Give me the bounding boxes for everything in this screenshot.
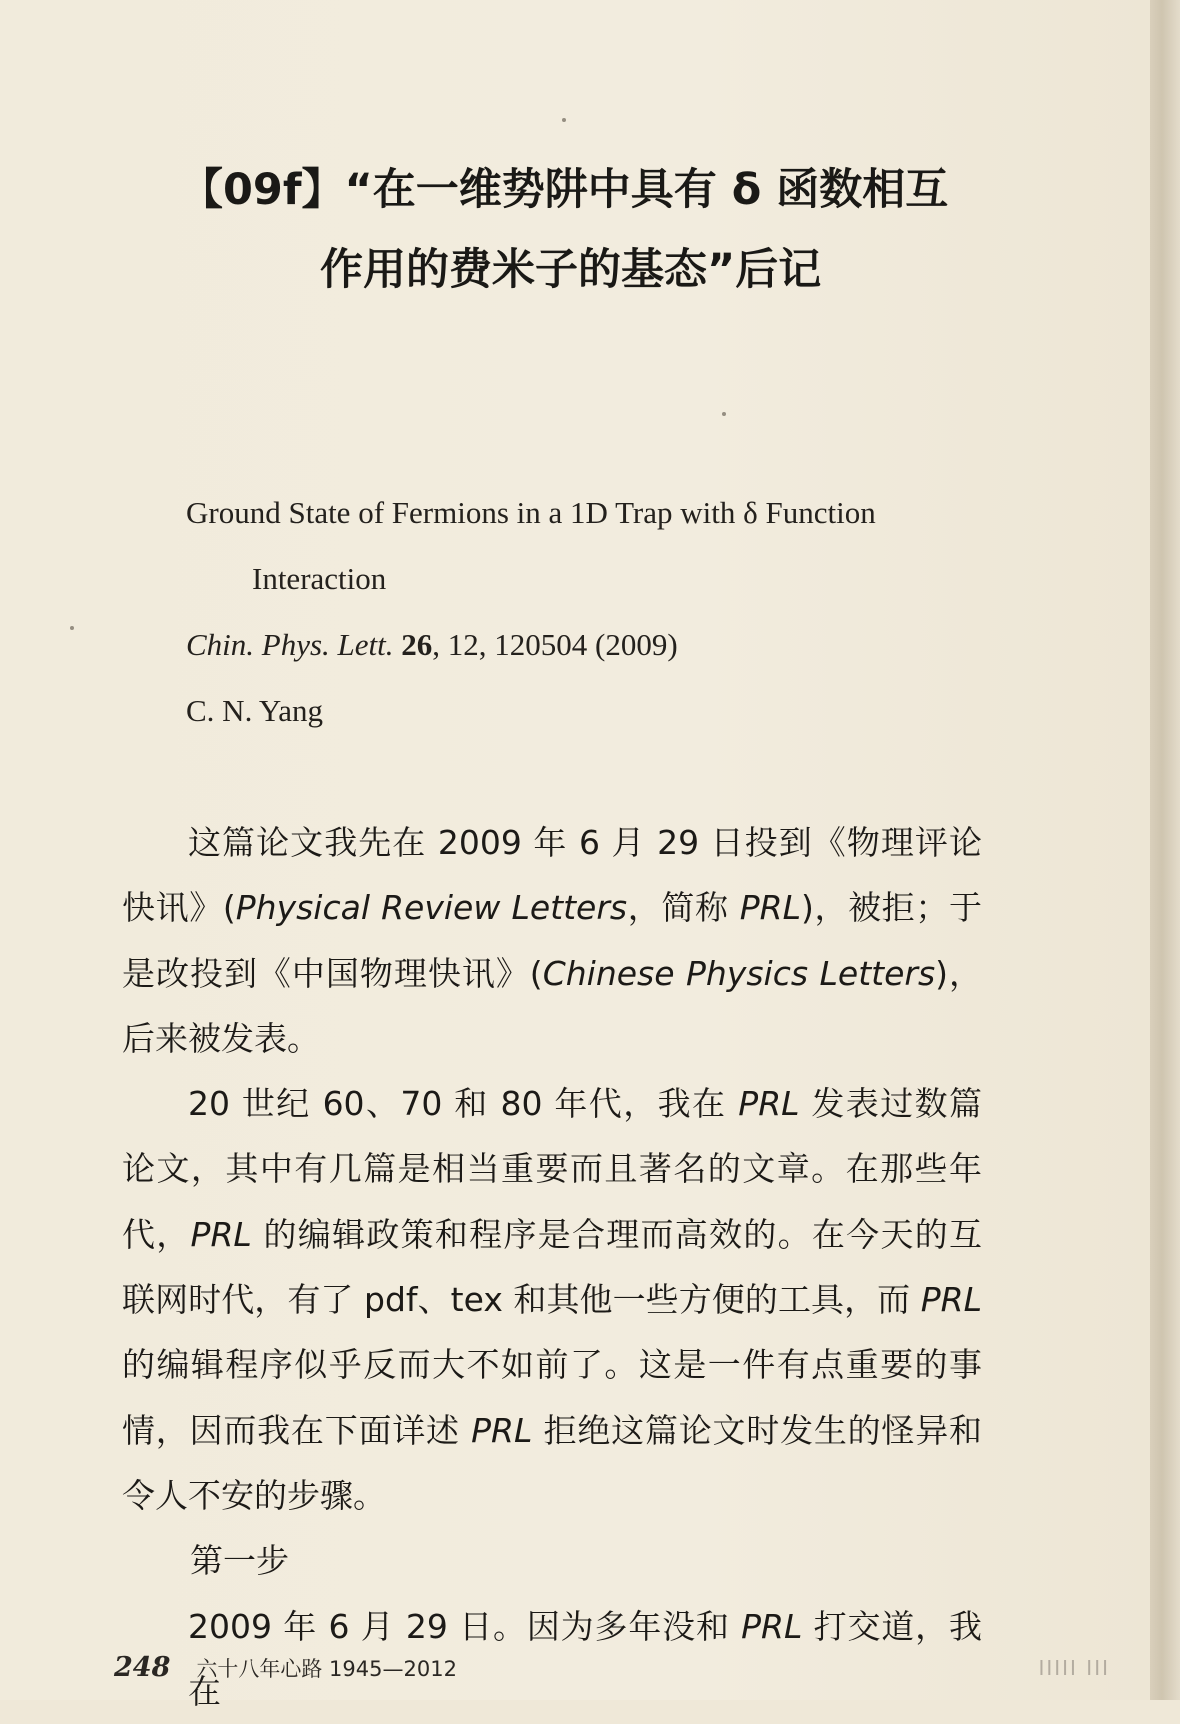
paragraph-3-part-a: 2009 年 6 月 29 日。因为多年没和	[188, 1606, 742, 1646]
paragraph-1-part-c: )，被拒；于是改投到《中国物理快讯》(	[122, 888, 983, 993]
paper-speck	[70, 626, 74, 630]
prl-abbrev: PRL	[471, 1410, 533, 1450]
paper-reference	[186, 488, 1006, 752]
reference-journal: Chin. Phys. Lett.	[186, 627, 394, 662]
reference-title-line-2: Interaction	[252, 561, 387, 596]
reference-citation	[186, 620, 1006, 686]
prl-abbrev: PRL	[738, 1084, 800, 1124]
paper-speck	[562, 118, 566, 122]
prl-abbrev: PRL	[190, 1214, 252, 1254]
chapter-title	[180, 150, 980, 310]
paragraph-1-part-d: )，后来被发表。	[122, 953, 983, 1058]
chapter-title-line-1: 【09f】“在一维势阱中具有 δ 函数相互	[180, 165, 949, 215]
paragraph-2	[122, 1071, 982, 1528]
paragraph-3-part-b: 打交道，我在	[188, 1606, 982, 1711]
page-footer	[114, 1652, 457, 1683]
prl-full-name: Physical Review Letters	[235, 888, 628, 928]
paragraph-1	[122, 810, 982, 1071]
watermark: IIIII III	[1038, 1656, 1110, 1680]
paragraph-2-part-c: 的编辑政策和程序是合理而高效的。在今天的互联网时代，有了 pdf、tex 和其他一些方便的工具，而	[122, 1214, 982, 1320]
step-heading: 第一步	[190, 1541, 289, 1581]
paragraph-2-part-b: 发表过数篇论文，其中有几篇是相当重要而且著名的文章。在那些年代，	[122, 1084, 982, 1254]
paper-speck	[722, 412, 726, 416]
page-number: 248	[114, 1652, 171, 1683]
paragraph-2-part-e: 拒绝这篇论文时发生的怪异和令人不安的步骤。	[122, 1410, 982, 1515]
cpl-full-name: Chinese Physics Letters	[542, 953, 936, 993]
paragraph-1-part-b: ，简称	[627, 888, 740, 928]
prl-abbrev: PRL	[739, 888, 801, 928]
paragraph-2-part-d: 的编辑程序似乎反而大不如前了。这是一件有点重要的事情，因而我在下面详述	[122, 1345, 982, 1450]
reference-issue-pages-year: , 12, 120504 (2009)	[432, 627, 678, 662]
paragraph-1-part-a: 这篇论文我先在 2009 年 6 月 29 日投到《物理评论快讯》(	[122, 823, 982, 928]
book-title: 六十八年心路 1945—2012	[196, 1657, 457, 1681]
reference-title-line-1: Ground State of Fermions in a 1D Trap with δ Function	[186, 495, 876, 530]
body-text	[122, 810, 982, 1724]
paragraph-2-part-a: 20 世纪 60、70 和 80 年代，我在	[188, 1084, 739, 1124]
prl-abbrev: PRL	[741, 1606, 803, 1646]
book-gutter	[1150, 0, 1180, 1700]
prl-abbrev: PRL	[920, 1280, 982, 1320]
chapter-title-line-2: 作用的费米子的基态”后记	[320, 245, 822, 295]
reference-author: C. N. Yang	[186, 693, 323, 728]
reference-volume: 26	[401, 627, 433, 662]
